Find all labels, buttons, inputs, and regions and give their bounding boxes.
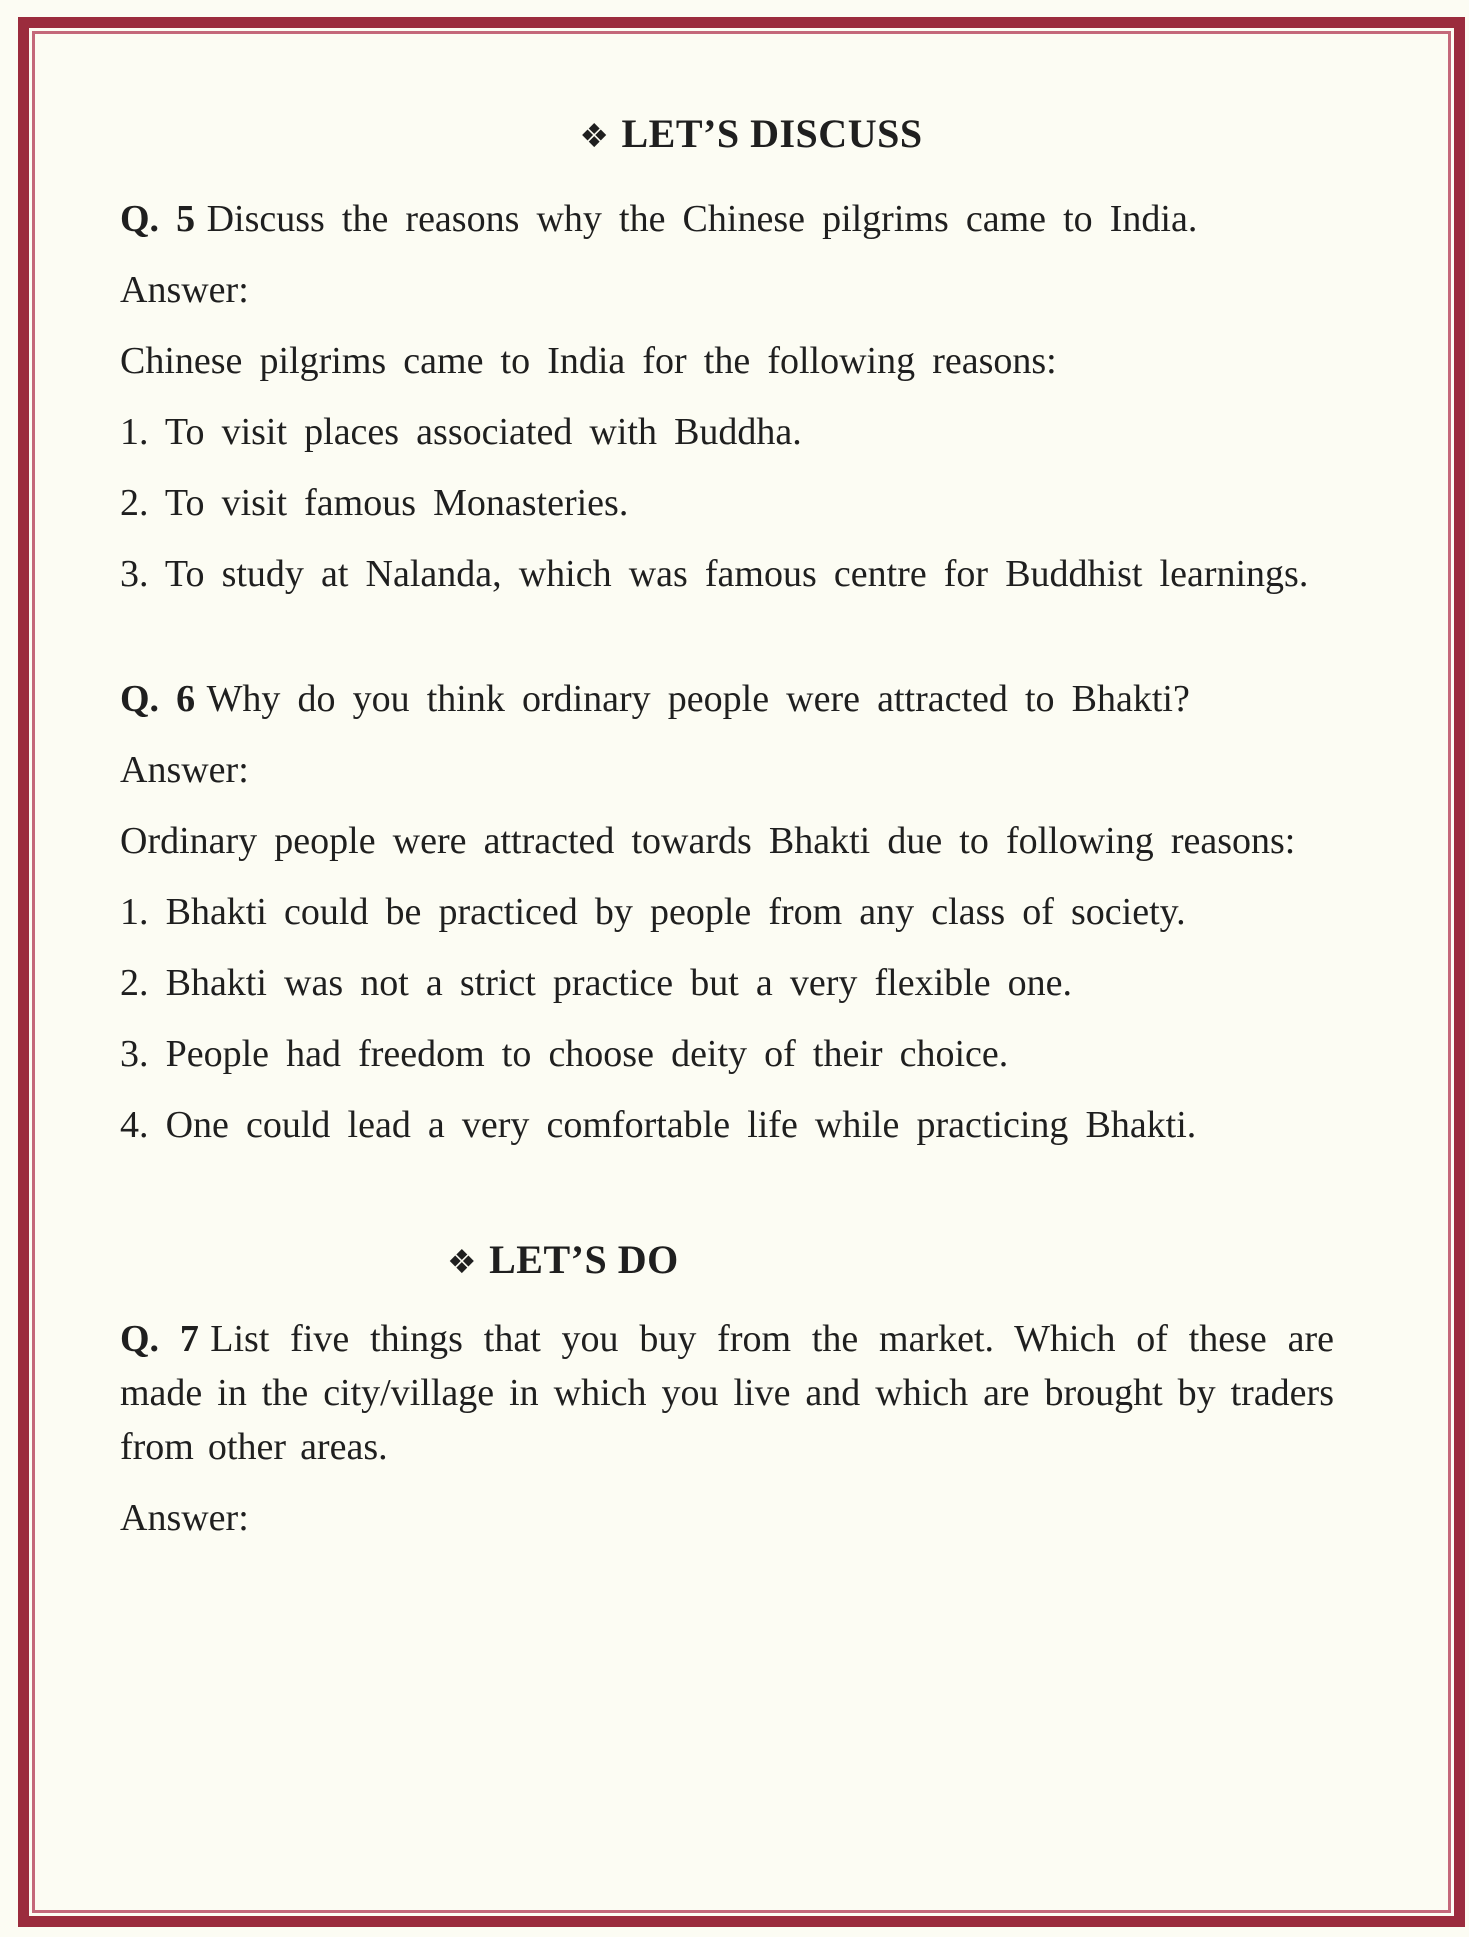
diamond-icon: ❖: [447, 1242, 478, 1281]
q5-answer-label: Answer:: [120, 269, 249, 311]
q7-answer-label: Answer:: [120, 1497, 249, 1539]
q6-point-2: 2. Bhakti was not a strict practice but a very flexible one.: [120, 962, 1073, 1004]
question-5-label: Q. 5: [120, 198, 196, 240]
question-5-text: Discuss the reasons why the Chinese pilgrims came to India.: [206, 198, 1198, 240]
question-7: [120, 1312, 1334, 1474]
q5-point-1: 1. To visit places associated with Buddha.: [120, 411, 802, 453]
inner-frame-border: [32, 31, 1451, 1913]
q5-point-3: 3. To study at Nalanda, which was famous centre for Buddhist learnings.: [120, 553, 1309, 595]
document-content: [35, 34, 1448, 1545]
question-5: [120, 192, 1334, 246]
section-heading-discuss: [579, 106, 922, 164]
section-heading-do-label: LET’S DO: [489, 1237, 679, 1282]
q5-answer-intro: Chinese pilgrims came to India for the following reasons:: [120, 340, 1057, 382]
q6-point-3: 3. People had freedom to choose deity of their choice.: [120, 1033, 1009, 1075]
question-7-label: Q. 7: [120, 1318, 199, 1360]
question-6-label: Q. 6: [120, 678, 196, 720]
page-frame: [18, 17, 1465, 1927]
q5-point-2: 2. To visit famous Monasteries.: [120, 482, 629, 524]
question-6: [120, 672, 1334, 726]
section-heading-do: [447, 1232, 679, 1290]
section-q6: [120, 672, 1334, 1152]
question-6-text: Why do you think ordinary people were attracted to Bhakti?: [206, 678, 1190, 720]
q6-answer-label: Answer:: [120, 749, 249, 791]
q6-answer-intro: Ordinary people were attracted towards Bhakti due to following reasons:: [120, 820, 1296, 862]
q6-point-4: 4. One could lead a very comfortable life while practicing Bhakti.: [120, 1104, 1197, 1146]
section-heading-discuss-label: LET’S DISCUSS: [621, 111, 923, 156]
question-7-text: List five things that you buy from the market. Which of these are made in the city/village in which you live and which are brought by traders from other areas.: [120, 1318, 1334, 1468]
diamond-icon: ❖: [579, 116, 610, 155]
q6-point-1: 1. Bhakti could be practiced by people from any class of society.: [120, 891, 1186, 933]
